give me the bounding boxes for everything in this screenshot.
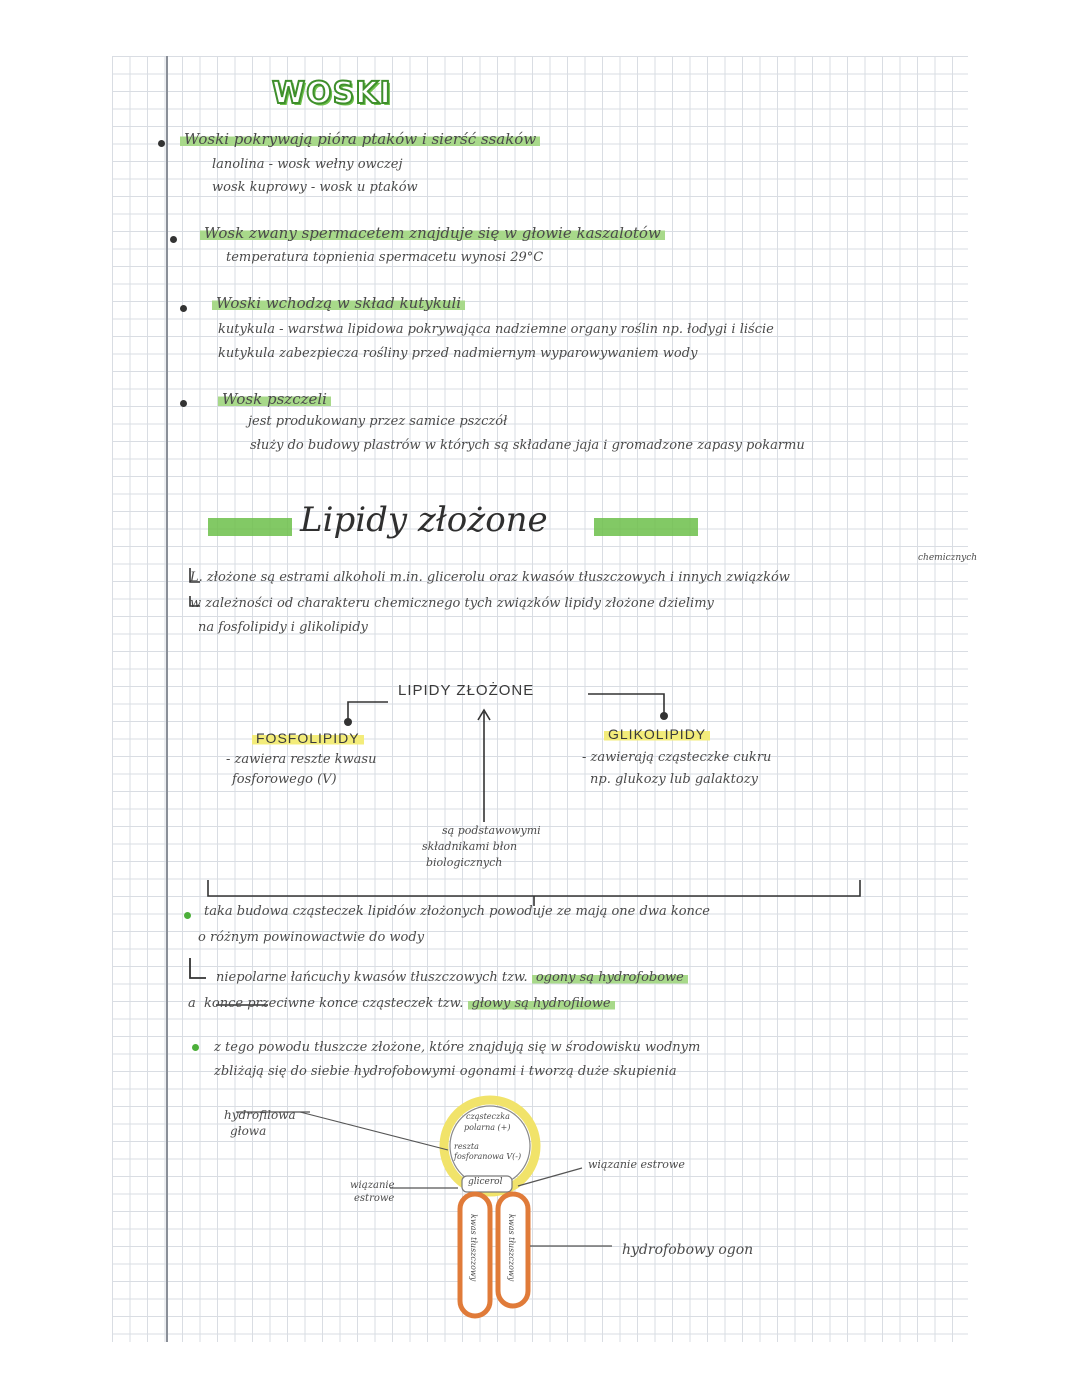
tail-a-label: kwas tłuszczowy [469,1214,478,1282]
structure-b1-line4: a konce przeciwne konce cząsteczek tzw. głowy są hydrofilowe [188,996,615,1011]
ester-left-1: wiązanie [350,1180,395,1191]
head-inner-2: polarna (+) [464,1123,511,1132]
head-inner-4: fosforanowa V(-) [454,1152,522,1161]
structure-b1-line1: taka budowa cząsteczek lipidów złożonych powoduje ze mają one dwa konce [204,904,710,919]
head-label-2: głowa [230,1124,267,1138]
tail-label: hydrofobowy ogon [622,1242,754,1258]
waxes-b1-line2: wosk kuprowy - wosk u ptaków [212,180,418,195]
structure-b2-line2: zbliżają się do siebie hydrofobowymi ogonami i tworzą duże skupienia [214,1064,677,1079]
waxes-b4-line1: jest produkowany przez samice pszczół [248,414,508,429]
waxes-b3-heading: Woski wchodzą w skład kutykuli [212,294,465,312]
diagram-center-line1: są podstawowymi [442,824,541,837]
bullet-dot [192,1044,199,1051]
ester-right: wiązanie estrowe [588,1158,685,1171]
head-inner-3: reszta [454,1142,479,1151]
head-label-1: hydrofilowa [224,1108,296,1122]
complex-p1-note: chemicznych [918,553,978,563]
glycerol-label: glicerol [468,1177,503,1187]
section-title: Lipidy złożone [300,500,548,540]
structure-b1-line2: o różnym powinowactwie do wody [198,930,425,945]
waxes-b4-line2: służy do budowy plastrów w których są składane jaja i gromadzone zapasy pokarmu [250,438,805,453]
waxes-b2-heading: Wosk zwany spermacetem znajduje się w głowie kaszalotów [200,224,665,242]
diagram-center-line2: składnikami błon [422,840,518,853]
structure-b2-line1: z tego powodu tłuszcze złożone, które znajdują się w środowisku wodnym [214,1040,701,1055]
head-inner-1: cząsteczka [466,1112,510,1121]
structure-b1-line3: niepolarne łańcuchy kwasów tłuszczowych tzw. ogony są hydrofobowe [216,970,688,985]
page-title: WOSKI [272,76,392,111]
diagram-root: LIPIDY ZŁOŻONE [398,682,535,699]
diagram-right-line1: - zawierają cząsteczke cukru [582,750,772,765]
bullet-dot [184,912,191,919]
complex-p1: L. złożone są estrami alkoholi m.in. glicerolu oraz kwasów tłuszczowych i innych związków [190,570,790,585]
ester-left-2: estrowe [354,1193,395,1204]
diagram-right-title: GLIKOLIPIDY [604,726,710,742]
complex-p2: w zależności od charakteru chemicznego tych związków lipidy złożone dzielimy [190,596,714,611]
diagram-left-line1: - zawiera reszte kwasu [226,752,377,767]
diagram-right-line2: np. glukozy lub galaktozy [590,772,758,787]
waxes-b3-line1: kutykula - warstwa lipidowa pokrywająca nadziemne organy roślin np. łodygi i liście [218,322,774,337]
diagram-left-title: FOSFOLIPIDY [252,730,364,746]
waxes-b4-heading: Wosk pszczeli [218,390,331,408]
waxes-b3-line2: kutykula zabezpiecza rośliny przed nadmiernym wyparowywaniem wody [218,346,698,361]
diagram-center-line3: biologicznych [426,856,503,869]
waxes-b2-line1: temperatura topnienia spermacetu wynosi 29°C [226,250,544,265]
complex-p3: na fosfolipidy i glikolipidy [198,620,368,635]
waxes-b1-heading: Woski pokrywają pióra ptaków i sierść ssaków [180,130,540,148]
diagram-left-line2: fosforowego (V) [232,772,337,787]
waxes-b1-line1: lanolina - wosk wełny owczej [212,157,403,172]
tail-b-label: kwas tłuszczowy [507,1214,516,1282]
